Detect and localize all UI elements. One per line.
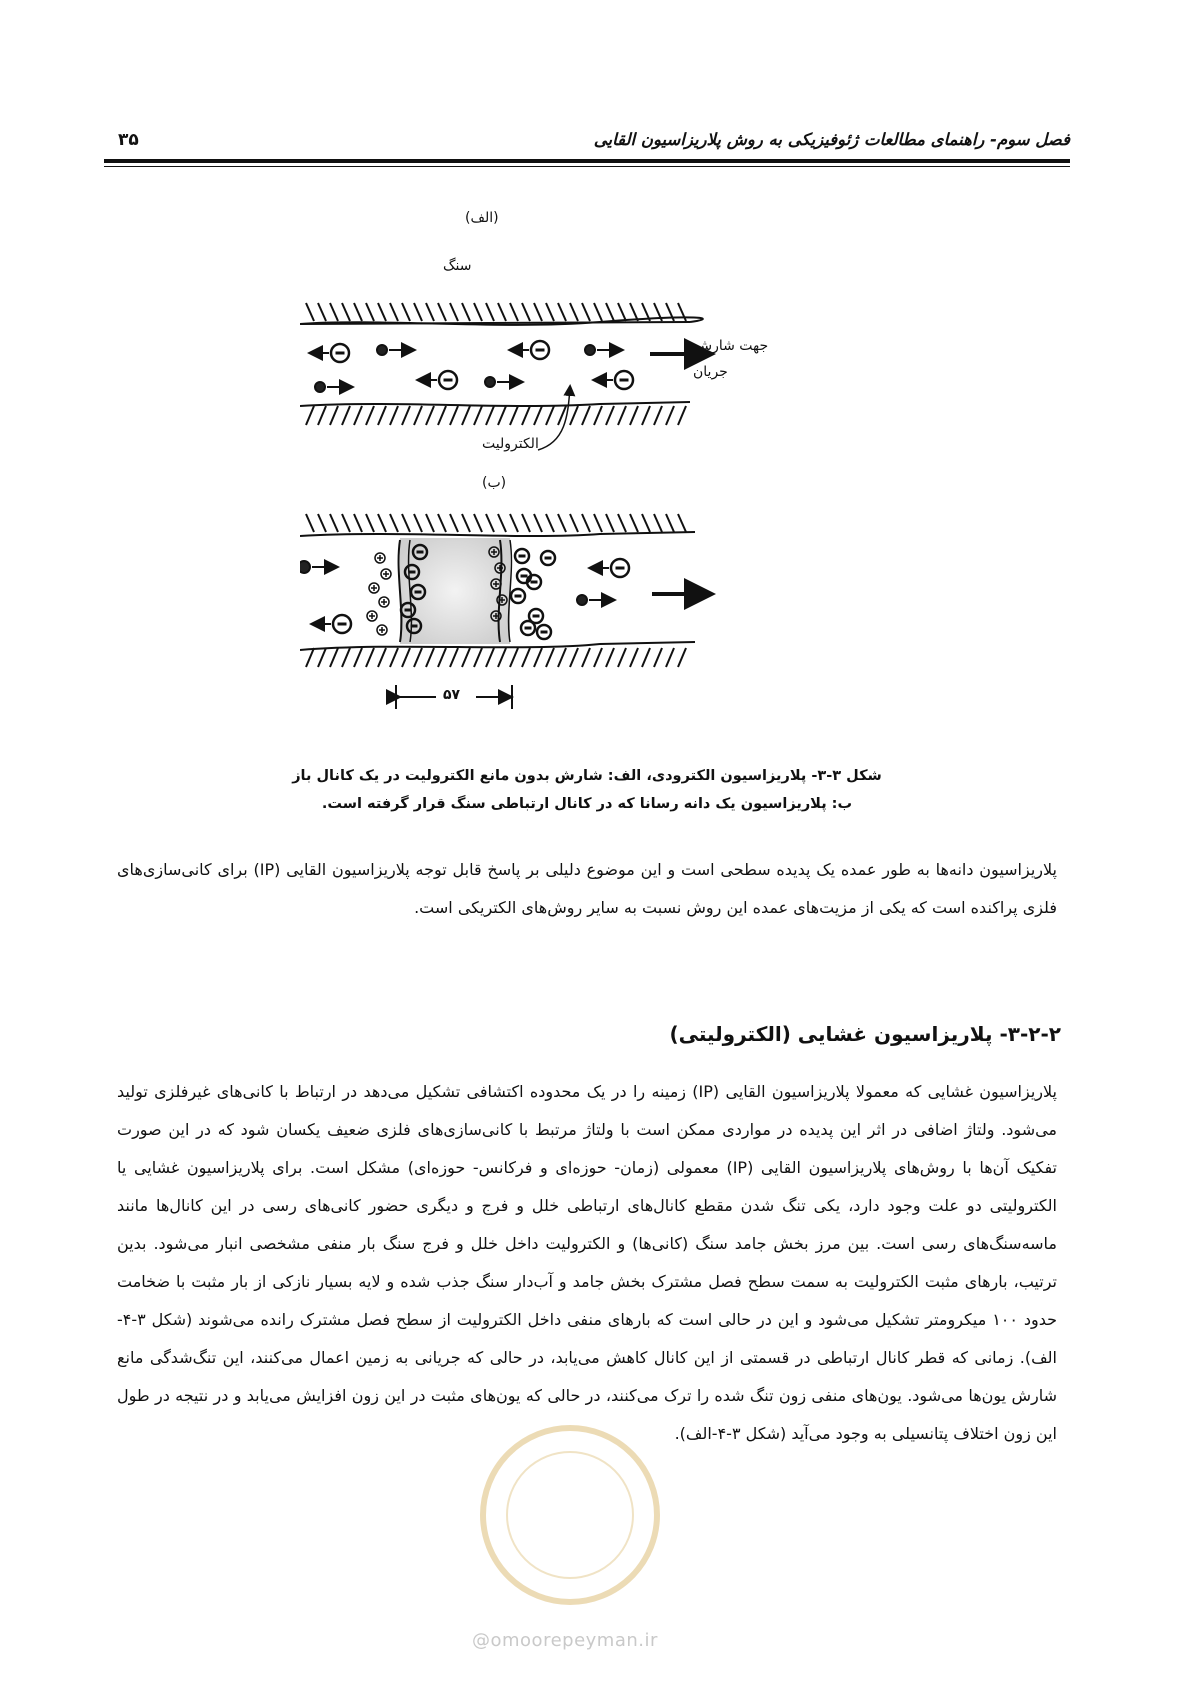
electrode-polarization-figure [300, 210, 860, 782]
section-heading: ۳-۲-۲- پلاریزاسیون غشایی (الکترولیتی) [669, 1022, 1061, 1046]
publisher-seal-watermark [480, 1425, 660, 1605]
electrolyte-label: الکترولیت [482, 436, 539, 452]
figure-caption-line1: شکل ۳-۳- پلاریزاسیون الکترودی، الف: شارش بدون مانع الکترولیت در یک کانال باز [292, 768, 882, 784]
figure-label-b: (ب) [482, 475, 507, 491]
header-rule-thin [104, 166, 1070, 167]
watermark-url: @omoorepeyman.ir [472, 1630, 658, 1651]
body-paragraph-1: پلاریزاسیون دانه‌ها به طور عمده یک پدیده سطحی است و این موضوع دلیلی بر پاسخ قابل توجه پلاریزاسیون القایی (IP) برای کانی‌سازی‌های فلزی پراکنده است که یکی از مزیت‌های عمده این روش نسبت به سایر روش‌های الکتریکی است. [117, 860, 1058, 917]
page-number: ۳۵ [118, 130, 139, 150]
body-paragraph-2: پلاریزاسیون غشایی که معمولا پلاریزاسیون القایی (IP) زمینه را در یک محدوده اکتشافی تشکیل می‌دهد در ارتباط با کانی‌های غیرفلزی تولید می‌شود. ولتاژ اضافی در اثر این پدیده در مواردی ممکن است با ولتاژ مرتبط با کانی‌سازی‌های فلزی ضعیف یکسان شود که در این صورت تفکیک آن‌ها با روش‌های پلاریزاسیون القایی (IP) معمولی (زمان- حوزه‌ای و فرکانس- حوزه‌ای) مشکل است. برای پلاریزاسیون غشایی یا الکترولیتی دو علت وجود دارد، یکی تنگ شدن مقطع کانال‌های ارتباطی خلل و فرج و دیگری حضور کانی‌های رسی در این کانال‌ها مانند ماسه‌سنگ‌های رسی است. بین مرز بخش جامد سنگ (کانی‌ها) و الکترولیت داخل خلل و فرج سنگ بار منفی مشخصی انبار می‌شود. بدین ترتیب، بارهای مثبت الکترولیت به سمت سطح فصل مشترک بخش جامد و آب‌دار سنگ جذب شده و لایه بسیار نازکی از بار مثبت با ضخامت حدود ۱۰۰ میکرومتر تشکیل می‌شود و این در حالی است که بارهای منفی داخل الکترولیت از سطح فصل مشترک رانده می‌شوند (شکل ۳-۴-الف). زمانی که قطر کانال ارتباطی در قسمتی از این کانال کاهش می‌یابد، در حالی که جریانی به زمین اعمال می‌کنند، این تنگ‌شدگی مانع شارش یون‌ها می‌شود. یون‌های منفی زون تنگ شده را ترک می‌کنند، در حالی که یون‌های مثبت در این زون افزایش می‌یابد و در نتیجه در طول این زون اختلاف پتانسیلی به وجود می‌آید (شکل ۳-۴-الف). [117, 1082, 1057, 1443]
panel-a-top-wall [300, 303, 703, 325]
page-header [104, 126, 1070, 162]
header-rule [104, 159, 1070, 163]
grain-dimension [396, 685, 512, 709]
panel-a-ions [311, 341, 633, 392]
panel-b-top-wall [300, 514, 695, 536]
figure-drawing [300, 222, 860, 782]
chapter-title: فصل سوم- راهنمای مطالعات ژئوفیزیکی به روش پلاریزاسیون القایی [593, 130, 1070, 149]
panel-b-bottom-wall [300, 642, 695, 667]
figure-caption-line2: ب: پلاریزاسیون یک دانه رسانا که در کانال ارتباطی سنگ قرار گرفته است. [321, 796, 853, 812]
flow-direction-label: جهت شارش [695, 338, 769, 354]
panel-a-bottom-wall [300, 402, 690, 425]
rock-label: سنگ [443, 258, 472, 274]
flow-current-label: جریان [693, 364, 728, 380]
electrolyte-pointer [538, 387, 570, 450]
figure-label-a: (الف) [465, 210, 499, 226]
dimension-label: ۵۷ [440, 687, 463, 703]
